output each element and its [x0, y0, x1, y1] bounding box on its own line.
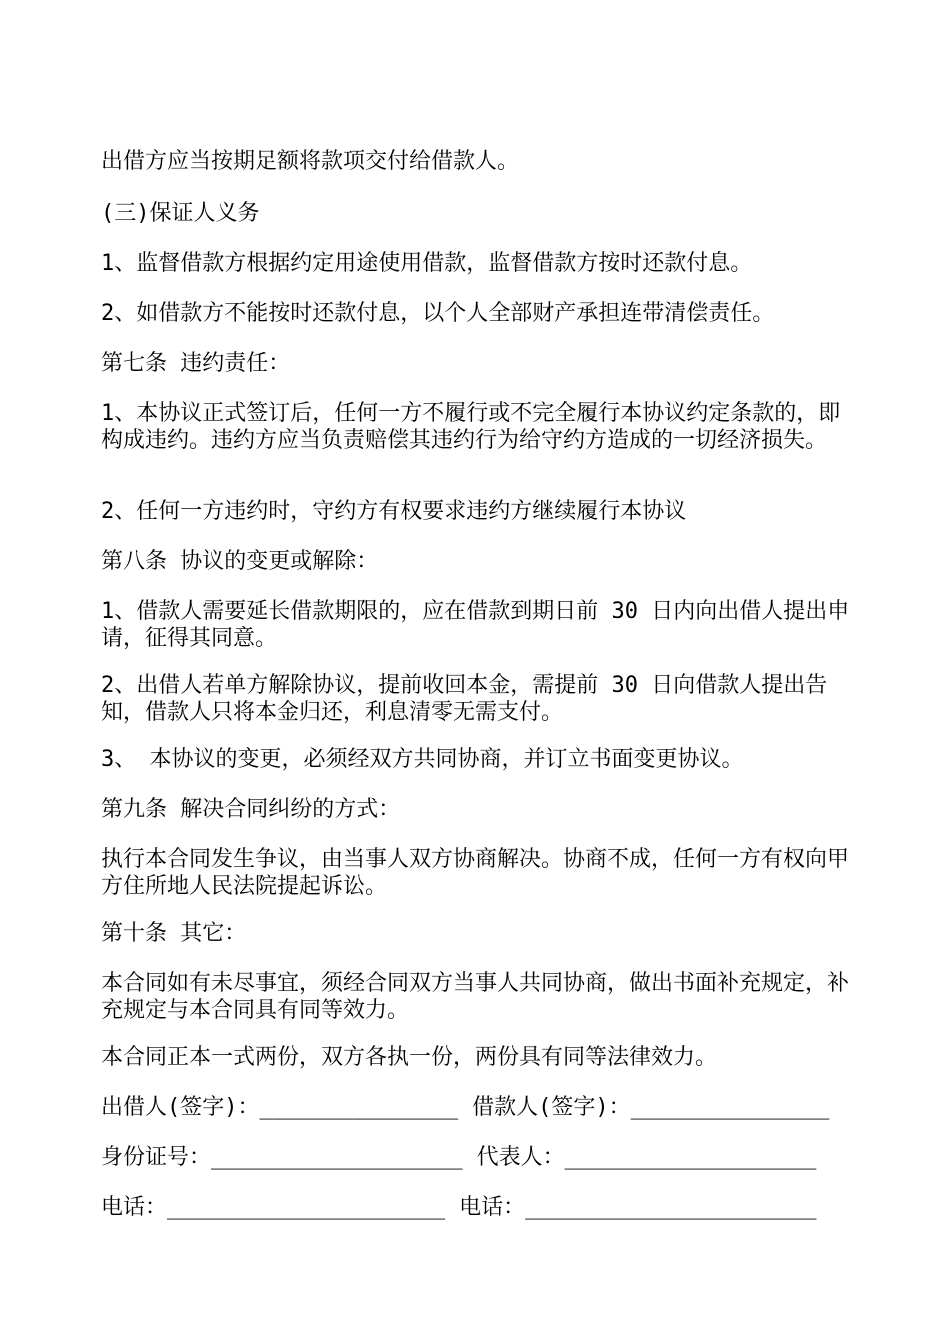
signature-row-phone	[101, 1194, 861, 1221]
heading-article-7: 第七条 违约责任：	[101, 351, 291, 376]
signature-row-id	[101, 1144, 861, 1171]
heading-article-8: 第八条 协议的变更或解除：	[101, 549, 379, 574]
paragraph-copies: 本合同正本一式两份，双方各执一份，两份具有同等法律效力。	[101, 1045, 718, 1070]
paragraph-article-7-2: 2、任何一方违约时，守约方有权要求违约方继续履行本协议	[101, 499, 687, 524]
paragraph-article-8-1: 1、借款人需要延长借款期限的，应在借款到期日前 30 日内向出借人提出申请，征得其同意。	[101, 599, 850, 651]
paragraph-article-9: 执行本合同发生争议，由当事人双方协商解决。协商不成，任何一方有权向甲方住所地人民法院提起诉讼。	[101, 847, 850, 899]
paragraph-article-10: 本合同如有未尽事宜，须经合同双方当事人共同协商，做出书面补充规定，补充规定与本合同具有同等效力。	[101, 971, 850, 1023]
paragraph-lender-duty: 出借方应当按期足额将款项交付给借款人。	[101, 149, 520, 174]
heading-article-10: 第十条 其它：	[101, 921, 247, 946]
heading-article-9: 第九条 解决合同纠纷的方式：	[101, 797, 401, 822]
representative-field: 代表人：___________________	[476, 1145, 817, 1170]
borrower-signature-field: 借款人(签字)：_______________	[472, 1095, 830, 1120]
paragraph-article-8-2: 2、出借人若单方解除协议，提前收回本金，需提前 30 日向借款人提出告知，借款人只将本金归还，利息清零无需支付。	[101, 673, 828, 725]
paragraph-guarantor-1: 1、监督借款方根据约定用途使用借款，监督借款方按时还款付息。	[101, 251, 753, 276]
phone-field-left: 电话：_____________________	[101, 1195, 446, 1220]
signature-row-names	[101, 1094, 861, 1121]
lender-signature-field: 出借人(签字)：_______________	[101, 1095, 459, 1120]
paragraph-article-8-3: 3、 本协议的变更，必须经双方共同协商，并订立书面变更协议。	[101, 747, 744, 772]
id-number-field: 身份证号：___________________	[101, 1145, 463, 1170]
heading-guarantor-duties: (三)保证人义务	[101, 201, 260, 226]
paragraph-article-7-1: 1、本协议正式签订后，任何一方不履行或不完全履行本协议约定条款的，即构成违约。违约方应当负责赔偿其违约行为给守约方造成的一切经济损失。	[101, 401, 841, 453]
phone-field-right: 电话：______________________	[459, 1195, 817, 1220]
paragraph-guarantor-2: 2、如借款方不能按时还款付息，以个人全部财产承担连带清偿责任。	[101, 301, 775, 326]
